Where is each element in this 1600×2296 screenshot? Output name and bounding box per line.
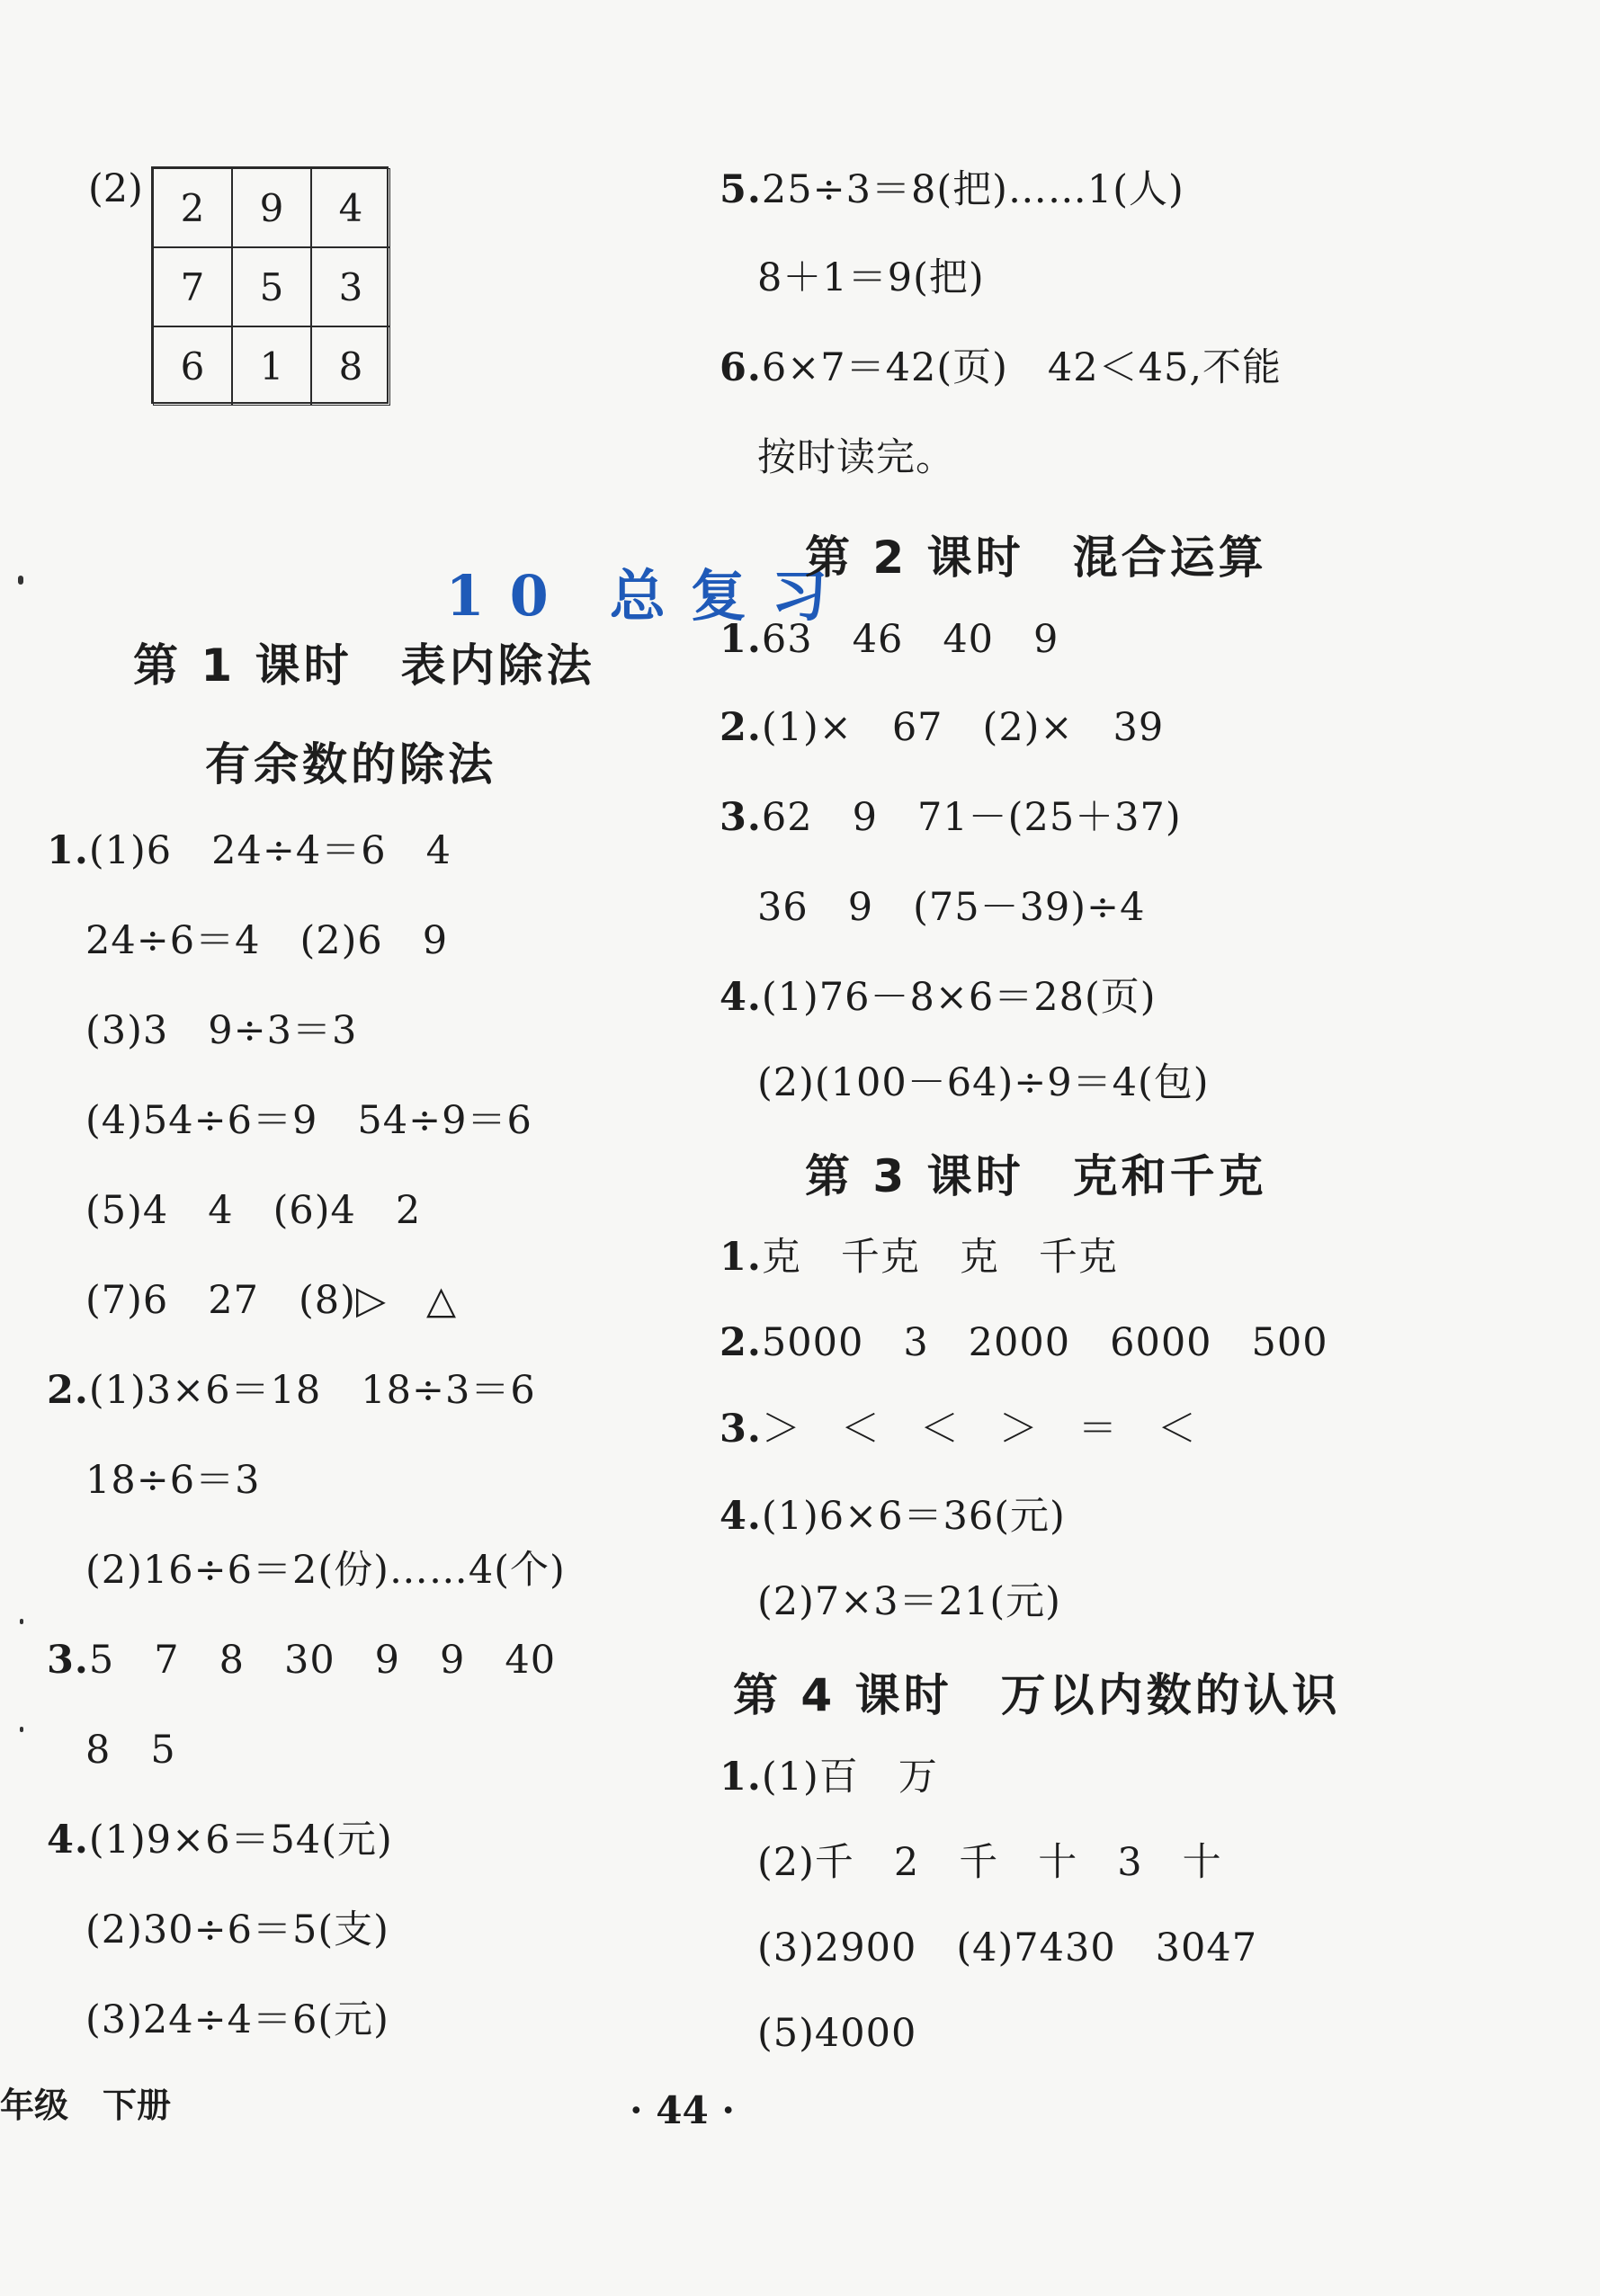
answer-line [85, 1727, 176, 1773]
grid-cell: 5 [232, 247, 311, 326]
answer-text: (3)3 9÷3＝3 [85, 1008, 358, 1053]
answer-line [720, 166, 1184, 213]
answer-line [757, 1839, 1222, 1886]
answer-text: (3)24÷4＝6(元) [85, 1997, 389, 2042]
answer-text: (1)百 万 [761, 1755, 938, 1800]
answer-line [757, 1059, 1210, 1106]
question-number: 1. [47, 828, 89, 873]
answer-line [85, 1007, 357, 1054]
answer-text: 8 5 [85, 1728, 176, 1773]
answer-text: 25÷3＝8(把)……1(人) [761, 167, 1184, 212]
answer-text: 18÷6＝3 [85, 1458, 261, 1503]
answer-line [757, 1578, 1061, 1625]
lesson-4-title: 第 4 课时 万以内数的认识 [733, 1669, 1341, 1721]
answer-line [85, 917, 448, 964]
answer-line [85, 1907, 389, 1953]
question-number: 3. [47, 1638, 89, 1683]
scan-mark [20, 1619, 23, 1624]
scan-mark [20, 1727, 23, 1732]
answer-line [757, 2010, 916, 2057]
lesson-1-title: 第 1 课时 表内除法 [133, 639, 595, 692]
lesson-2-title: 第 2 课时 混合运算 [805, 532, 1267, 584]
answer-line [47, 1817, 393, 1863]
answer-line [757, 884, 1145, 931]
answer-text: 5000 3 2000 6000 500 [761, 1320, 1328, 1365]
chapter-number: 10 [445, 563, 574, 629]
answer-text: (1)3×6＝18 18÷3＝6 [88, 1368, 536, 1413]
question-number: 4. [720, 975, 762, 1020]
question-number: 1. [720, 1235, 762, 1280]
answer-line [720, 974, 1157, 1021]
answer-text: (1)9×6＝54(元) [88, 1818, 393, 1863]
answer-text: (7)6 27 (8)▷ △ [85, 1278, 458, 1323]
question-number: 5. [720, 167, 762, 212]
answer-text: (5)4000 [757, 2011, 917, 2056]
chapter-title: 总复习 [609, 563, 853, 629]
answer-line [720, 1234, 1118, 1281]
question-number: 6. [720, 345, 762, 390]
answer-text: (3)2900 (4)7430 3047 [757, 1925, 1258, 1970]
magic-square-label: (2) [88, 166, 143, 211]
answer-line [47, 827, 451, 874]
grid-cell: 9 [232, 168, 311, 247]
footer-grade-label: 年级 下册 [0, 2086, 172, 2125]
answer-line [720, 344, 1282, 391]
answer-line [85, 1457, 260, 1504]
answer-text: (1)× 67 (2)× 39 [761, 705, 1165, 750]
answer-text: 按时读完。 [757, 435, 955, 480]
answer-text: (2)30÷6＝5(支) [85, 1907, 389, 1952]
magic-square-grid [151, 166, 389, 404]
question-number: 1. [720, 617, 762, 662]
lesson-1-subtitle: 有余数的除法 [205, 738, 496, 791]
answer-text: (2)(100－64)÷9＝4(包) [757, 1060, 1210, 1105]
question-number: 4. [720, 1494, 762, 1539]
answer-text: (1)6 24÷4＝6 4 [88, 828, 451, 873]
answer-line [757, 1925, 1257, 1971]
grid-cell: 2 [153, 168, 232, 247]
answer-line [47, 1637, 556, 1684]
answer-line [85, 1277, 457, 1324]
question-number: 3. [720, 1407, 762, 1452]
scan-mark [18, 576, 23, 585]
answer-text: (1)6×6＝36(元) [761, 1494, 1066, 1539]
answer-line [720, 1319, 1328, 1366]
answer-line [720, 1493, 1066, 1540]
grid-cell: 1 [232, 326, 311, 406]
question-number: 1. [720, 1755, 762, 1800]
answer-text: 63 46 40 9 [761, 617, 1059, 662]
question-number: 2. [720, 705, 762, 750]
answer-line [720, 1754, 938, 1800]
grid-cell: 7 [153, 247, 232, 326]
answer-line [85, 1187, 421, 1234]
lesson-3-title: 第 3 课时 克和千克 [805, 1150, 1267, 1202]
answer-line [85, 1547, 566, 1594]
question-number: 2. [47, 1368, 89, 1413]
answer-text: (2)7×3＝21(元) [757, 1579, 1061, 1624]
grid-cell: 6 [153, 326, 232, 406]
question-number: 3. [720, 795, 762, 840]
answer-text: (5)4 4 (6)4 2 [85, 1188, 422, 1233]
question-number: 2. [720, 1320, 762, 1365]
answer-text: (1)76－8×6＝28(页) [761, 975, 1157, 1020]
answer-line [757, 434, 955, 481]
answer-line [85, 1997, 389, 2043]
answer-text: 6×7＝42(页) 42＜45,不能 [761, 345, 1283, 390]
page-number: · 44 · [630, 2088, 735, 2132]
grid-cell: 4 [311, 168, 390, 247]
answer-text: (4)54÷6＝9 54÷9＝6 [85, 1098, 532, 1143]
answer-text: 24÷6＝4 (2)6 9 [85, 918, 449, 963]
grid-cell: 3 [311, 247, 390, 326]
answer-text: 5 7 8 30 9 9 40 [88, 1638, 557, 1683]
answer-line [85, 1097, 532, 1144]
answer-text: 62 9 71－(25＋37) [761, 795, 1182, 840]
answer-line [720, 794, 1182, 841]
answer-text: ＞ ＜ ＜ ＞ ＝ ＜ [761, 1407, 1197, 1452]
answer-line [720, 1406, 1197, 1452]
grid-cell: 8 [311, 326, 390, 406]
answer-text: 克 千克 克 千克 [761, 1235, 1118, 1280]
answer-text: (2)16÷6＝2(份)……4(个) [85, 1548, 566, 1593]
answer-line [720, 704, 1164, 751]
answer-line [720, 616, 1059, 663]
answer-line [47, 1367, 536, 1414]
answer-text: (2)千 2 千 十 3 十 [757, 1840, 1222, 1885]
answer-text: 8＋1＝9(把) [757, 255, 985, 300]
answer-text: 36 9 (75－39)÷4 [757, 885, 1146, 930]
question-number: 4. [47, 1818, 89, 1863]
answer-line [757, 255, 985, 301]
